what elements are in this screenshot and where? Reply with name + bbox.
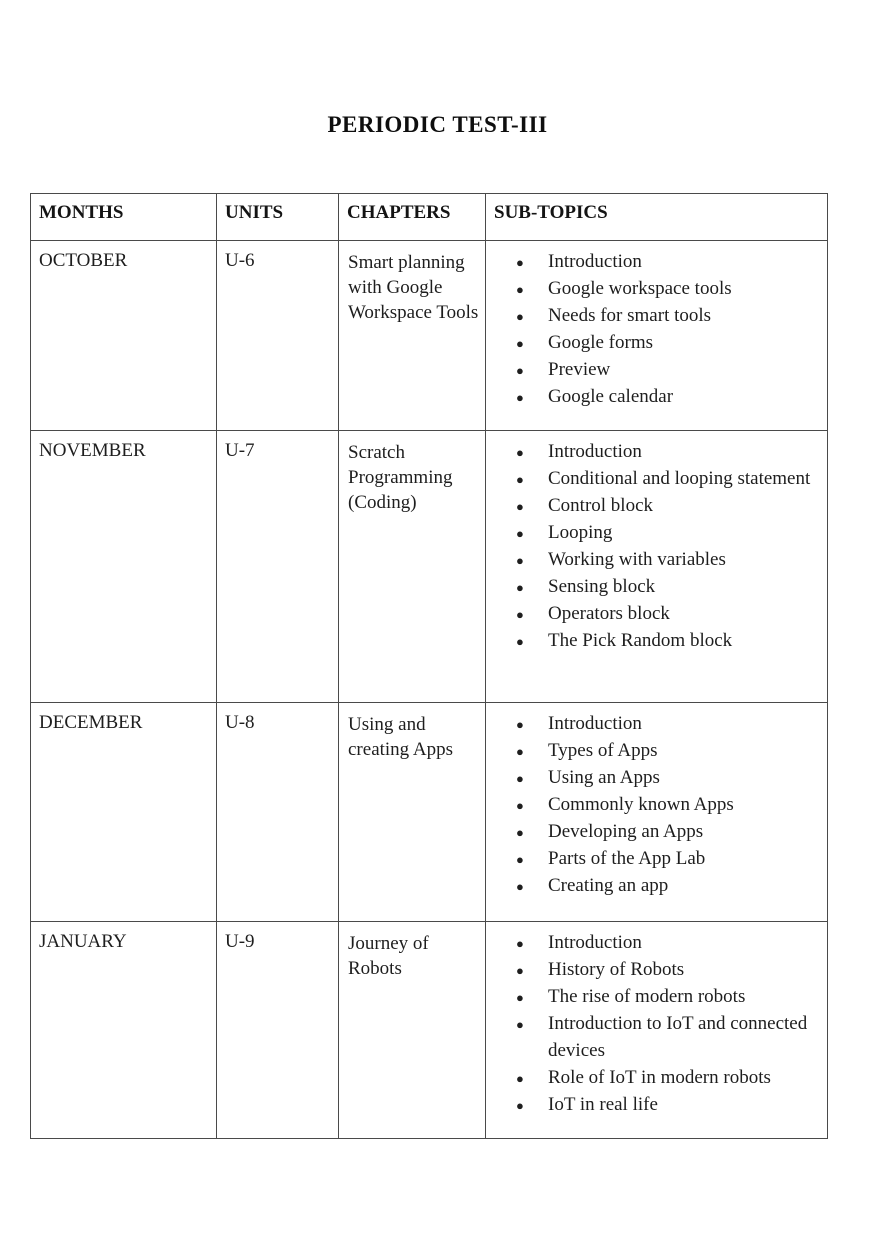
column-header-chapters: CHAPTERS (339, 194, 486, 241)
subtopic-item: ● Introduction (502, 929, 817, 956)
subtopic-item: ● Role of IoT in modern robots (502, 1064, 817, 1091)
subtopics-cell (486, 922, 828, 1139)
table-header-row (31, 194, 828, 241)
subtopic-item: ● Google workspace tools (502, 275, 817, 302)
subtopic-item: ● Developing an Apps (502, 818, 817, 845)
subtopic-item: ● Commonly known Apps (502, 791, 817, 818)
subtopic-item: ● Conditional and looping statement (502, 465, 817, 492)
subtopics-cell (486, 431, 828, 703)
subtopic-item: ● Parts of the App Lab (502, 845, 817, 872)
subtopic-item: ● Using an Apps (502, 764, 817, 791)
subtopic-item: ● Introduction (502, 438, 817, 465)
unit-cell: U-9 (217, 922, 339, 1139)
column-header-units: UNITS (217, 194, 339, 241)
table-row (31, 922, 828, 1139)
subtopics-cell (486, 241, 828, 431)
subtopics-list (502, 248, 817, 410)
table-row (31, 703, 828, 922)
unit-cell: U-6 (217, 241, 339, 431)
subtopic-item: ● Google calendar (502, 383, 817, 410)
subtopic-item: ● Introduction (502, 710, 817, 737)
subtopics-list (502, 438, 817, 654)
month-cell: OCTOBER (31, 241, 217, 431)
subtopic-item: ● Types of Apps (502, 737, 817, 764)
subtopic-item: ● Operators block (502, 600, 817, 627)
subtopic-item: ● The rise of modern robots (502, 983, 817, 1010)
chapter-cell: Smart planning with Google Workspace Tools (339, 241, 486, 431)
chapter-cell: Using and creating Apps (339, 703, 486, 922)
table-row (31, 431, 828, 703)
table-row (31, 241, 828, 431)
subtopic-item: ● Creating an app (502, 872, 817, 899)
column-header-months: MONTHS (31, 194, 217, 241)
periodic-test-table (30, 193, 828, 1139)
unit-cell: U-7 (217, 431, 339, 703)
column-header-subtopics: SUB-TOPICS (486, 194, 828, 241)
subtopic-item: ● Needs for smart tools (502, 302, 817, 329)
subtopic-item: ● Sensing block (502, 573, 817, 600)
chapter-cell: Journey of Robots (339, 922, 486, 1139)
month-cell: NOVEMBER (31, 431, 217, 703)
subtopics-list (502, 710, 817, 899)
month-cell: DECEMBER (31, 703, 217, 922)
subtopic-item: ● Preview (502, 356, 817, 383)
subtopic-item: ● Looping (502, 519, 817, 546)
subtopic-item: ● Introduction to IoT and connected devices (502, 1010, 817, 1064)
subtopics-list (502, 929, 817, 1118)
chapter-cell: Scratch Programming (Coding) (339, 431, 486, 703)
subtopic-item: ● Google forms (502, 329, 817, 356)
month-cell: JANUARY (31, 922, 217, 1139)
subtopic-item: ● History of Robots (502, 956, 817, 983)
subtopic-item: ● Control block (502, 492, 817, 519)
subtopic-item: ● Working with variables (502, 546, 817, 573)
subtopic-item: ● IoT in real life (502, 1091, 817, 1118)
unit-cell: U-8 (217, 703, 339, 922)
subtopics-cell (486, 703, 828, 922)
page-title: PERIODIC TEST-III (327, 112, 548, 137)
subtopic-item: ● Introduction (502, 248, 817, 275)
subtopic-item: ● The Pick Random block (502, 627, 817, 654)
